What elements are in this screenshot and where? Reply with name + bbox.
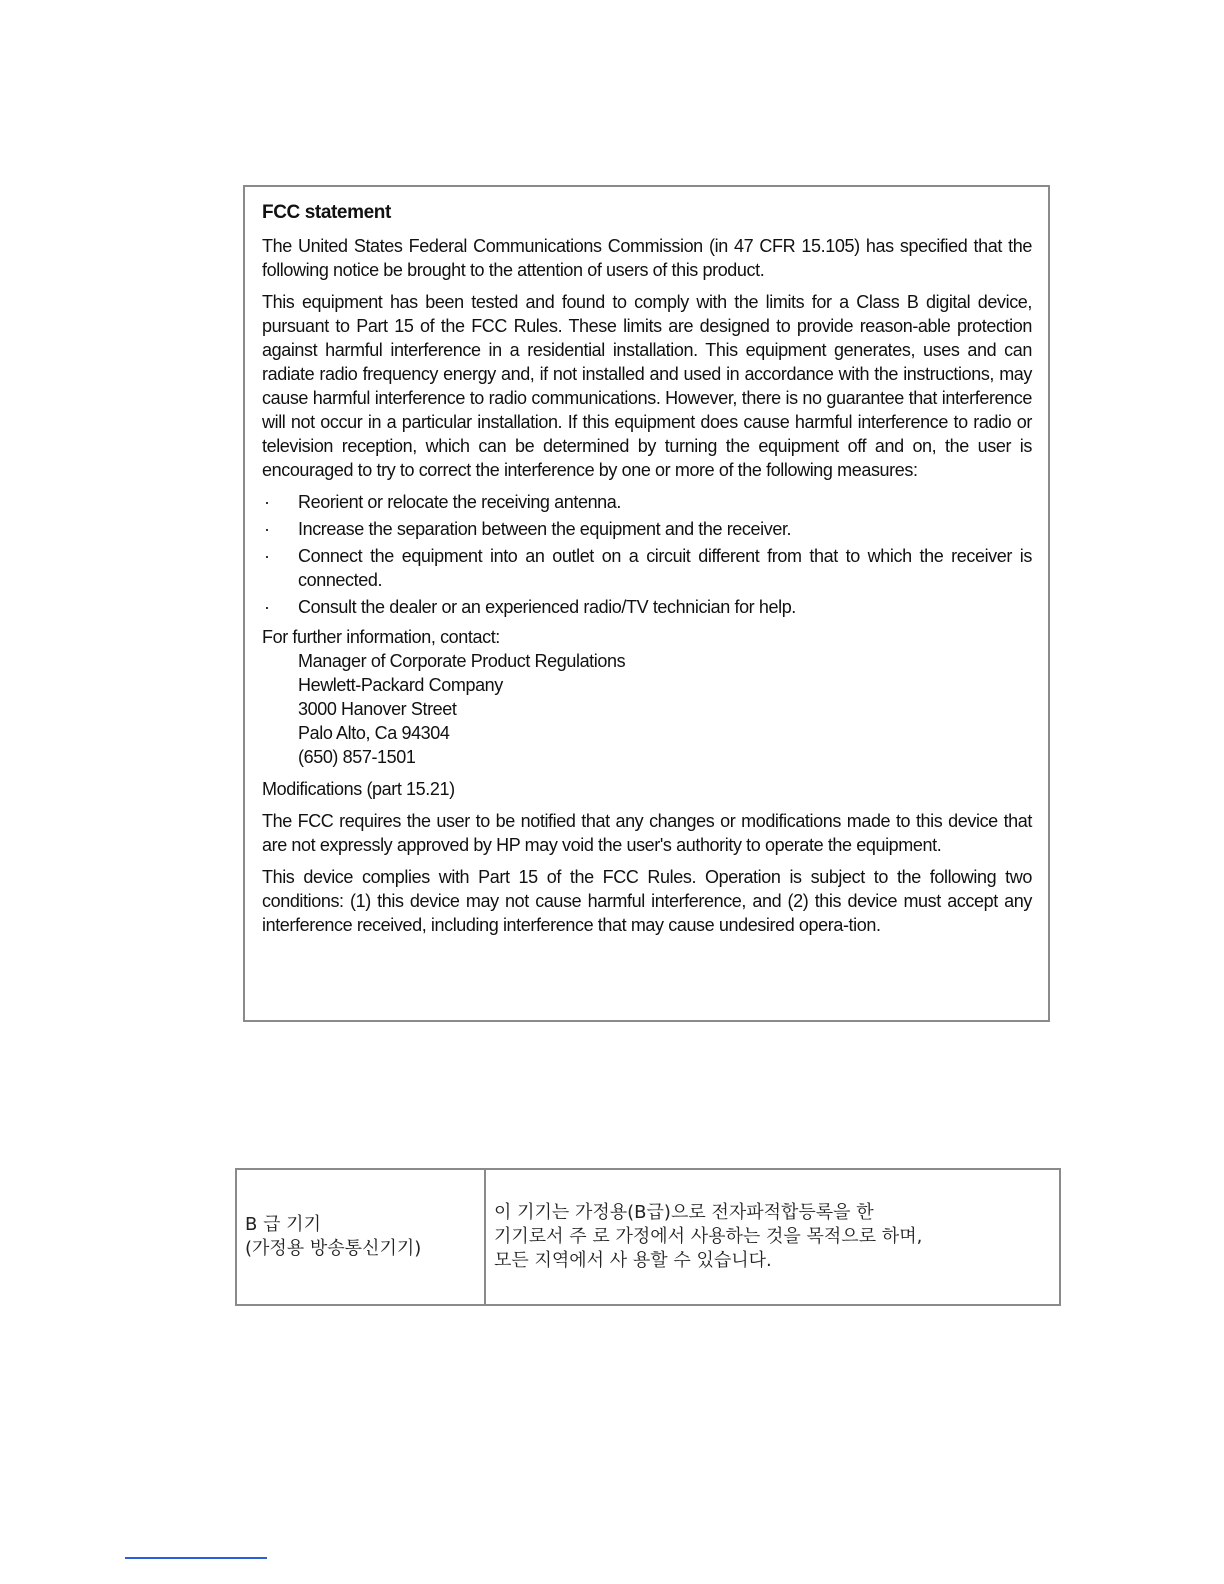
modifications-paragraph: The FCC requires the user to be notified that any changes or modifications made to this device that are not expressly approved by HP may void the user's authority to operate the equipment. bbox=[262, 811, 1032, 855]
address-line: 3000 Hanover Street bbox=[298, 699, 457, 719]
measure-text: Consult the dealer or an experienced radio/TV technician for help. bbox=[298, 597, 796, 617]
measures-list bbox=[262, 490, 1032, 619]
list-item bbox=[262, 544, 1032, 592]
contact-address bbox=[298, 649, 1032, 769]
fcc-statement-title: FCC statement bbox=[262, 202, 391, 223]
bullet-icon: · bbox=[264, 546, 270, 566]
address-line: Hewlett-Packard Company bbox=[298, 675, 503, 695]
bullet-icon: · bbox=[264, 492, 270, 512]
korean-class-b-table bbox=[235, 1168, 1061, 1306]
device-class-cell bbox=[236, 1169, 485, 1305]
description-line: 기기로서 주 로 가정에서 사용하는 것을 목적으로 하며, bbox=[494, 1226, 923, 1247]
address-line: Palo Alto, Ca 94304 bbox=[298, 723, 450, 743]
compliance-paragraph: This device complies with Part 15 of the FCC Rules. Operation is subject to the following two conditions: (1) this device may not cause harmful interference, and (2) this device must accept any interference received, including interference that may cause undesired opera-tion. bbox=[262, 867, 1032, 935]
measure-text: Connect the equipment into an outlet on a circuit different from that to which the receiver is connected. bbox=[298, 546, 1032, 590]
fcc-statement-box bbox=[243, 185, 1050, 1022]
device-class-sublabel: (가정용 방송통신기기) bbox=[245, 1238, 422, 1259]
measure-text: Increase the separation between the equipment and the receiver. bbox=[298, 519, 792, 539]
fcc-intro-paragraph: The United States Federal Communications Commission (in 47 CFR 15.105) has specified that the following notice be brought to the attention of users of this product. bbox=[262, 236, 1032, 280]
bullet-icon: · bbox=[264, 597, 270, 617]
list-item bbox=[262, 595, 1032, 619]
bullet-icon: · bbox=[264, 519, 270, 539]
footer-rule bbox=[125, 1557, 267, 1559]
device-class-label: B 급 기기 bbox=[245, 1214, 321, 1235]
device-class-description-cell bbox=[485, 1169, 1060, 1305]
description-line: 모든 지역에서 사 용할 수 있습니다. bbox=[494, 1250, 772, 1271]
address-line: (650) 857-1501 bbox=[298, 747, 416, 767]
fcc-body-paragraph: This equipment has been tested and found to comply with the limits for a Class B digital device, pursuant to Part 15 of the FCC Rules. These limits are designed to provide reason-able protection against harmful interference in a residential installation. This equipment generates, uses and can radiate radio frequency energy and, if not installed and used in accordance with the instructions, may cause harmful interference to radio communications. However, there is no guarantee that interference will not occur in a particular installation. If this equipment does cause harmful interference to radio or television reception, which can be determined by turning the equipment off and on, the user is encouraged to try to correct the interference by one or more of the following measures: bbox=[262, 292, 1032, 480]
list-item bbox=[262, 517, 1032, 541]
address-line: Manager of Corporate Product Regulations bbox=[298, 651, 626, 671]
list-item bbox=[262, 490, 1032, 514]
modifications-heading: Modifications (part 15.21) bbox=[262, 779, 455, 799]
measure-text: Reorient or relocate the receiving antenna. bbox=[298, 492, 622, 512]
table-row bbox=[236, 1169, 1060, 1305]
contact-lead: For further information, contact: bbox=[262, 627, 500, 647]
description-line: 이 기기는 가정용(B급)으로 전자파적합등록을 한 bbox=[494, 1202, 874, 1223]
